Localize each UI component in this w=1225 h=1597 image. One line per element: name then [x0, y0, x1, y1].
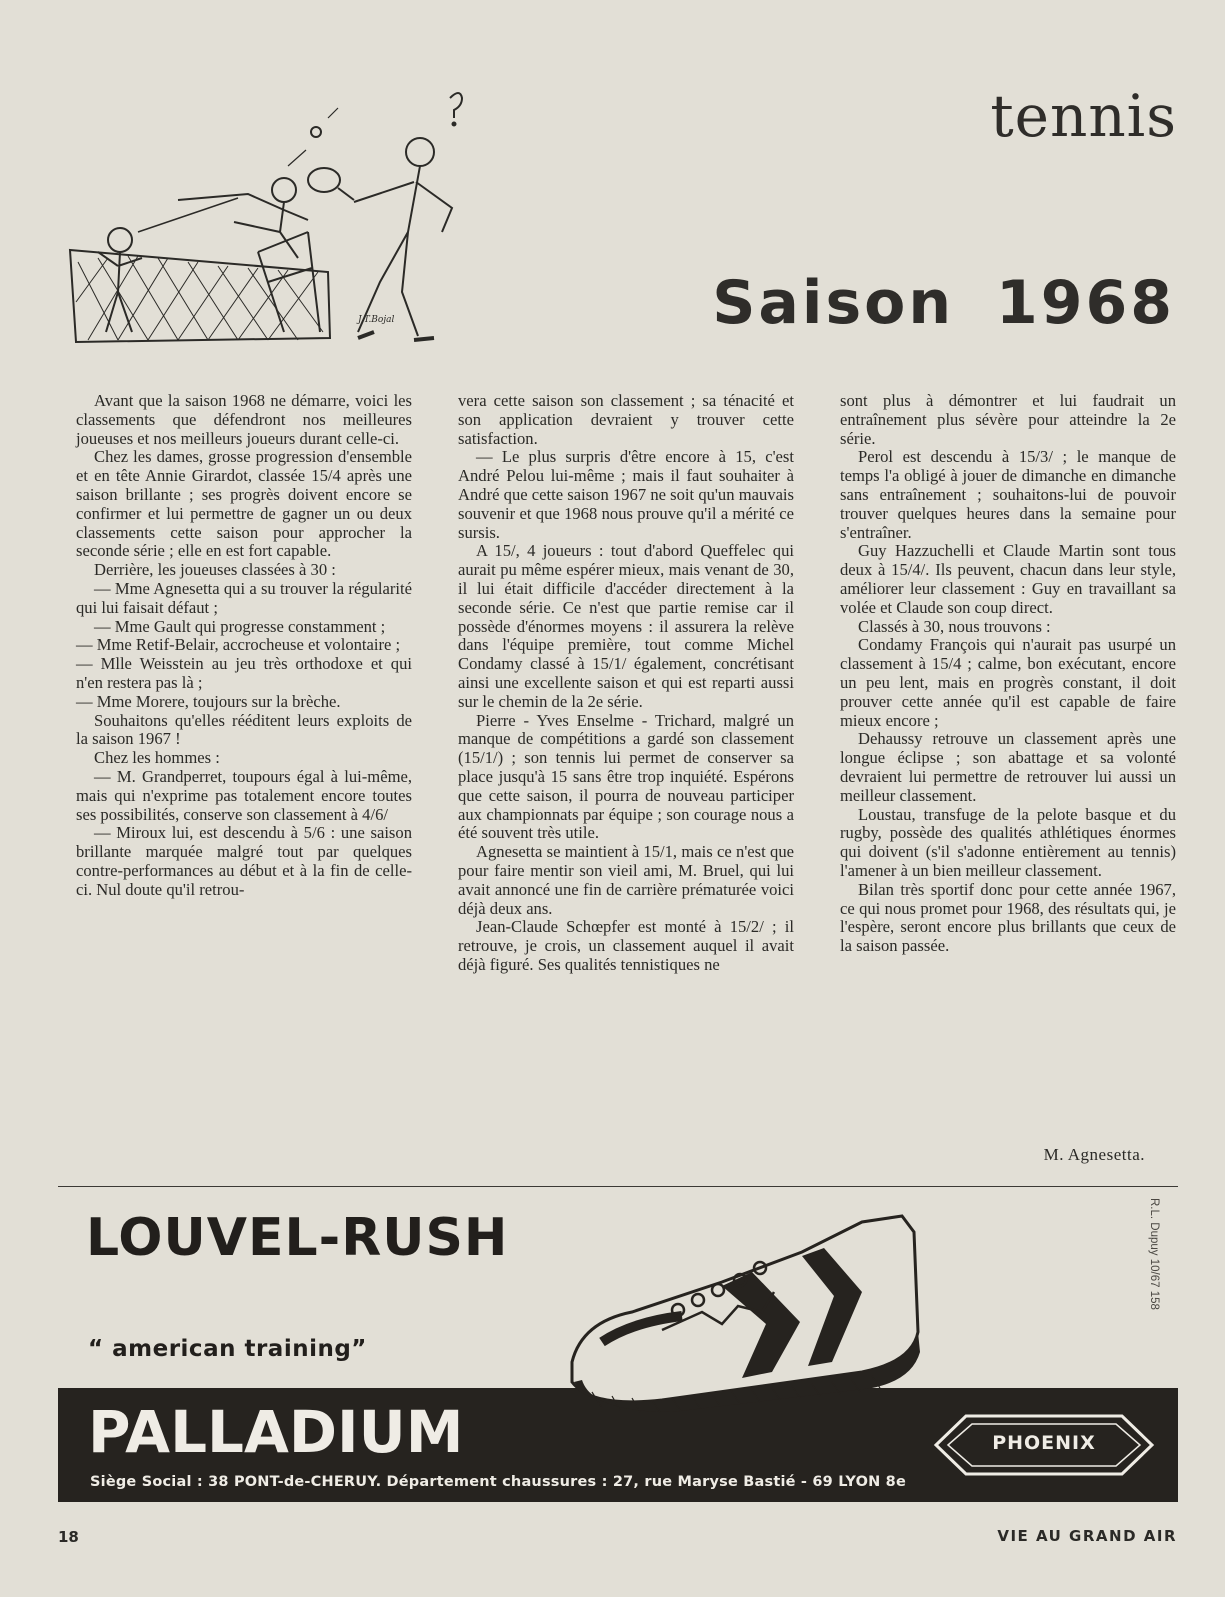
magazine-name: VIE AU GRAND AIR	[997, 1527, 1177, 1545]
article-paragraph: Guy Hazzuchelli et Claude Martin sont tous deux à 15/4/. Ils peuvent, chacun dans leur style, améliorer leur classement : Guy en travaillant sa volée et Claude son coup direct.	[840, 541, 1176, 617]
article-paragraph: Dehaussy retrouve un classement après une longue éclipse ; son abattage et sa volonté devraient lui permettre de retrouver lui aussi un meilleur classement.	[840, 729, 1176, 805]
ad-credit: R.L. Dupuy 10/67 158	[1148, 1198, 1160, 1310]
ad-brand: LOUVEL-RUSH	[86, 1208, 509, 1268]
article-paragraph: Loustau, transfuge de la pelote basque et du rugby, possède des qualités athlétiques énormes qui doivent (s'il s'adonne entièrement au tennis) l'amener à un bien meilleur classement.	[840, 804, 1176, 880]
article-paragraph: Derrière, les joueuses classées à 30 :	[94, 560, 336, 580]
article-paragraph: Condamy François qui n'aurait pas usurpé un classement à 15/4 ; calme, bon exécutant, encore un peu lent, mais en progrès constant, il doit prouver cette année qu'il est capable de faire mieux encore ;	[840, 635, 1176, 730]
article-paragraph: — M. Grandperret, toupours égal à lui-même, mais qui n'exprime pas totalement encore toutes ses possibilités, conserve son classement à 4/6/	[76, 766, 412, 824]
headline: Saison 1968	[712, 268, 1175, 338]
article-paragraph: Pierre - Yves Enselme - Trichard, malgré un manque de compétitions a gardé son classement (15/1/) ; son tennis lui permet de conserver sa place jusqu'à 15 sans être trop inquiété. Espérons que cette saison, il pourra de nouveau participer aux championnats par équipe ; son courage nous a été souvent très utile.	[458, 710, 794, 843]
article-paragraph: vera cette saison son classement ; sa ténacité et son application devraient y trouver cette satisfaction.	[458, 391, 794, 448]
ad-logo-palladium: PALLADIUM	[88, 1398, 464, 1466]
article-signature: M. Agnesetta.	[1043, 1145, 1145, 1164]
article-paragraph: — Miroux lui, est descendu à 5/6 : une saison brillante marquée malgré tout par quelques contre-performances au début et à la fin de celle-ci. Nul doute qu'il retrou-	[76, 823, 412, 899]
article-column-1	[76, 392, 412, 1172]
page-number: 18	[58, 1528, 79, 1546]
article-paragraph: — Le plus surpris d'être encore à 15, c'est André Pelou lui-même ; mais il faut souhaiter à André que cette saison 1967 ne soit qu'un mauvais souvenir et que 1968 nous prouve qu'il a mérité ce sursis.	[458, 447, 794, 542]
article-column-2	[458, 392, 794, 1172]
article-column-3	[840, 392, 1176, 1172]
article-paragraph: Chez les dames, grosse progression d'ensemble et en tête Annie Girardot, classée 15/4 après une saison brillante ; ses progrès doivent encore se confirmer et lui permettre de gagner un ou deux classements cette saison pour approcher la seconde série ; elle en est fort capable.	[76, 447, 412, 561]
article-paragraph: — Mme Agnesetta qui a su trouver la régularité qui lui faisait défaut ;	[76, 578, 412, 617]
article-paragraph: Bilan très sportif donc pour cette année 1967, ce qui nous promet pour 1968, des résultats qui, je l'espère, seront encore plus brillants que ceux de la saison passée.	[840, 879, 1176, 956]
article-paragraph: Souhaitons qu'elles rééditent leurs exploits de la saison 1967 !	[76, 710, 412, 749]
article-paragraph: Perol est descendu à 15/3/ ; le manque de temps l'a obligé à jouer de dimanche en dimanche sans entraînement ; souhaitons-lui de pouvoir trouver quelques heures dans la semaine pour s'entraîner.	[840, 447, 1176, 542]
article-paragraph: — Mme Morere, toujours sur la brèche.	[76, 691, 341, 711]
article-paragraph: Avant que la saison 1968 ne démarre, voici les classements que défendront nos meilleures joueuses et nos meilleurs joueurs durant celle-ci.	[76, 391, 412, 448]
article-paragraph: — Mme Gault qui progresse constamment ;	[94, 616, 386, 636]
ad-address: Siège Social : 38 PONT-de-CHERUY. Département chaussures : 27, rue Maryse Bastié - 69 LYON 8e	[90, 1474, 907, 1490]
article-paragraph: Classés à 30, nous trouvons :	[858, 616, 1051, 636]
article-body	[76, 392, 1178, 1172]
cartoon-signature: J.T.Bojal	[358, 315, 395, 325]
phoenix-badge-label: PHOENIX	[992, 1432, 1096, 1454]
sneaker-illustration	[562, 1212, 942, 1432]
article-paragraph: — Mme Retif-Belair, accrocheuse et volontaire ;	[76, 635, 401, 655]
divider	[58, 1186, 1178, 1187]
tennis-cartoon-illustration	[58, 82, 478, 352]
article-paragraph: A 15/, 4 joueurs : tout d'abord Queffelec qui aurait pu même espérer mieux, mais venant de 30, il lui était difficile d'accéder directement à la seconde série. Ce n'est que partie remise car il possède d'énormes moyens : il assurera la relève dans l'équipe première, tout comme Michel Condamy classé à 15/1/ également, concrétisant ainsi une excellente saison et qui est reparti aussi sur le chemin de la 2e série.	[458, 541, 794, 711]
article-paragraph: Agnesetta se maintient à 15/1, mais ce n'est que pour faire mentir son vieil ami, M. Bruel, qui lui avait annoncé une fin de carrière prématurée voici déjà deux ans.	[458, 842, 794, 918]
article-paragraph: Jean-Claude Schœpfer est monté à 15/2/ ; il retrouve, je crois, un classement auquel il avait déjà figuré. Ses qualités tennistiques ne	[458, 917, 794, 974]
section-label: tennis	[990, 82, 1177, 150]
article-paragraph: — Mlle Weisstein au jeu très orthodoxe et qui n'en restera pas là ;	[76, 654, 412, 692]
article-paragraph: sont plus à démontrer et lui faudrait un entraînement plus sévère pour atteindre la 2e série.	[840, 391, 1176, 448]
article-paragraph: Chez les hommes :	[94, 748, 220, 768]
ad-tagline: “ american training”	[88, 1336, 367, 1362]
